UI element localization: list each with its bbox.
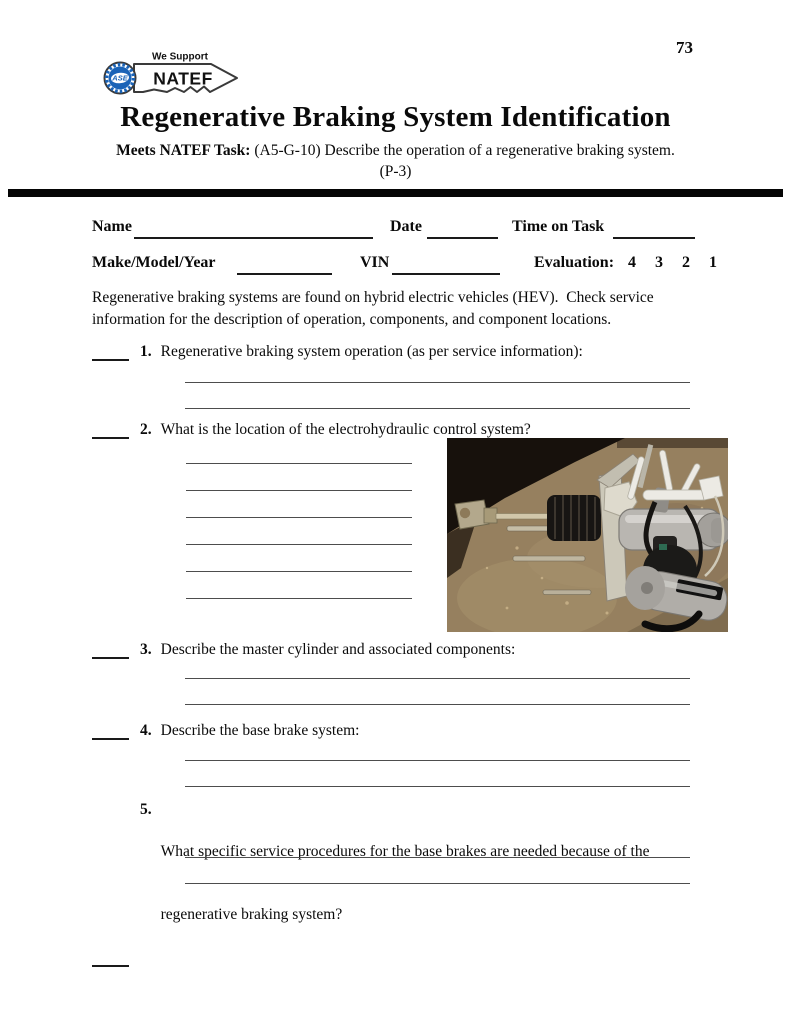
ase-text: ASE [112, 73, 128, 83]
question-3 [92, 641, 732, 659]
date-label: Date [390, 218, 422, 235]
evaluation-label: Evaluation: [534, 254, 615, 271]
question-1-text: Regenerative braking system operation (as per service information): [160, 343, 583, 360]
answer-line[interactable] [185, 786, 690, 787]
intro-paragraph-line-2: information for the description of operation, components, and component locations. [92, 311, 612, 328]
page-title: Regenerative Braking System Identification [120, 101, 671, 133]
vin-label: VIN [360, 254, 390, 271]
question-1-number: 1. [140, 343, 152, 360]
answer-line[interactable] [186, 571, 412, 572]
question-3-text: Describe the master cylinder and associated components: [160, 641, 516, 658]
question-4 [92, 722, 732, 740]
date-input-line[interactable] [427, 237, 498, 239]
make-model-year-input-line[interactable] [237, 273, 332, 275]
answer-line[interactable] [186, 517, 412, 518]
answer-line[interactable] [185, 857, 690, 858]
brake-assembly-photo [447, 438, 728, 632]
name-input-line[interactable] [134, 237, 373, 239]
answer-line[interactable] [185, 760, 690, 761]
question-2-text: What is the location of the electrohydraulic control system? [160, 421, 531, 438]
question-1 [92, 343, 732, 361]
evaluation-score-1[interactable]: 1 [709, 254, 718, 271]
name-label: Name [92, 218, 132, 235]
answer-line[interactable] [185, 382, 690, 383]
grade-blank-line-3[interactable] [92, 642, 129, 659]
page-number: 73 [676, 38, 693, 57]
we-support-text: We Support [152, 51, 208, 63]
question-2-number: 2. [140, 421, 152, 438]
question-2 [92, 421, 732, 439]
question-4-text: Describe the base brake system: [160, 722, 360, 739]
grade-blank-line-4[interactable] [92, 723, 129, 740]
answer-line[interactable] [186, 598, 412, 599]
answer-line[interactable] [186, 544, 412, 545]
answer-line[interactable] [185, 883, 690, 884]
evaluation-group [534, 254, 717, 272]
task-priority: (P-3) [379, 163, 412, 180]
task-label: Meets NATEF Task: [116, 142, 251, 159]
answer-line[interactable] [186, 490, 412, 491]
evaluation-score-2[interactable]: 2 [682, 254, 691, 271]
natef-text: NATEF [153, 68, 213, 89]
task-code: (A5-G-10) [254, 142, 321, 159]
intro-paragraph-line-1: Regenerative braking systems are found on hybrid electric vehicles (HEV). Check service [92, 289, 654, 306]
make-model-year-label: Make/Model/Year [92, 254, 216, 271]
question-3-number: 3. [140, 641, 152, 658]
time-on-task-input-line[interactable] [613, 237, 695, 239]
grade-blank-line-2[interactable] [92, 422, 129, 439]
time-on-task-label: Time on Task [512, 218, 605, 235]
evaluation-score-3[interactable]: 3 [655, 254, 664, 271]
grade-blank-line-1[interactable] [92, 344, 129, 361]
evaluation-score-4[interactable]: 4 [628, 254, 637, 271]
divider-bar [8, 189, 783, 197]
vin-input-line[interactable] [392, 273, 500, 275]
question-4-number: 4. [140, 722, 152, 739]
question-5-text-line-1: What specific service procedures for the base brakes are needed because of the [160, 843, 650, 860]
ase-natef-logo [98, 50, 243, 102]
answer-line[interactable] [185, 704, 690, 705]
answer-line[interactable] [185, 678, 690, 679]
question-5-number: 5. [140, 801, 152, 818]
natef-task-line [0, 142, 791, 160]
grade-blank-line-5[interactable] [92, 950, 129, 967]
answer-line[interactable] [185, 408, 690, 409]
task-description: Describe the operation of a regenerative braking system. [324, 142, 675, 159]
question-5-text-line-2: regenerative braking system? [160, 906, 343, 923]
answer-line[interactable] [186, 463, 412, 464]
